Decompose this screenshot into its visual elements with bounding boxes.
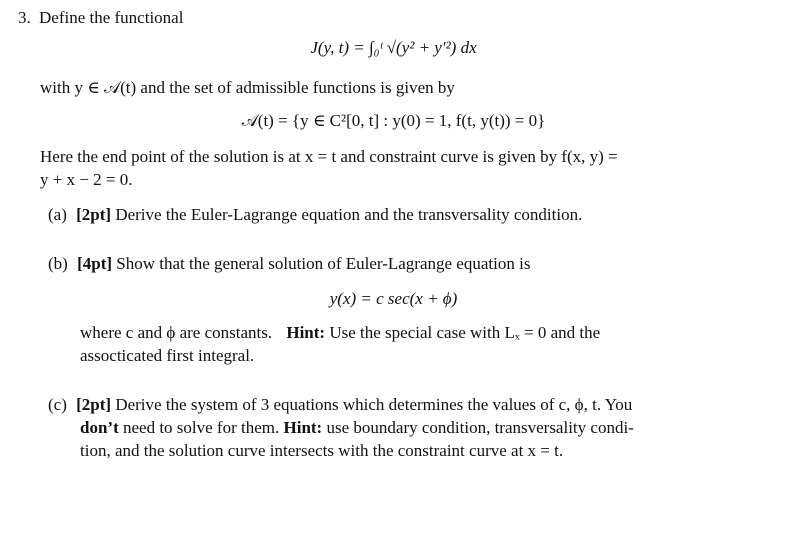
part-c-text: Derive the system of 3 equations which determines the values of c, ϕ, t. You <box>115 395 633 414</box>
part-c-points: [2pt] <box>76 395 112 414</box>
part-b-hint-line2-text: assocticated first integral. <box>80 346 255 365</box>
part-b-where-text: where c and ϕ are constants. <box>80 323 273 342</box>
part-b-text: Show that the general solution of Euler-Lagrange equation is <box>116 254 531 273</box>
part-b-points: [4pt] <box>77 254 113 273</box>
part-c-hint-text: use boundary condition, transversality condi- <box>326 418 634 437</box>
with-line-text: with y ∈ 𝒜(t) and the set of admissible functions is given by <box>40 78 455 97</box>
problem-intro: Define the functional <box>39 8 184 27</box>
part-c-line-2 <box>80 418 634 438</box>
part-b-solution-equation <box>0 289 787 309</box>
part-c-line2-rest: need to solve for them. <box>122 418 280 437</box>
part-a <box>48 205 582 225</box>
part-c <box>48 395 632 415</box>
admissible-set-equation <box>0 111 787 131</box>
endpoint-line-2 <box>40 170 133 190</box>
functional-eq-text: J(y, t) = ∫₀ᵗ √(y² + y′²) dx <box>310 38 477 57</box>
part-c-label: (c) <box>48 395 67 414</box>
problem-number: 3. <box>18 8 31 27</box>
functional-equation <box>0 38 787 58</box>
admissible-eq-text: 𝒜(t) = {y ∈ C²[0, t] : y(0) = 1, f(t, y(t)) = 0} <box>241 111 546 130</box>
part-b-hint-text: Use the special case with Lₓ = 0 and the <box>329 323 601 342</box>
endpoint-text-2: y + x − 2 = 0. <box>40 170 133 189</box>
part-a-text: Derive the Euler-Lagrange equation and the transversality condition. <box>115 205 583 224</box>
solution-eq-text: y(x) = c sec(x + ϕ) <box>329 289 458 308</box>
part-c-hint-label: Hint: <box>283 418 323 437</box>
part-c-line-3 <box>80 441 563 461</box>
part-b-label: (b) <box>48 254 68 273</box>
part-c-line3-text: tion, and the solution curve intersects with the constraint curve at x = t. <box>80 441 564 460</box>
part-a-label: (a) <box>48 205 67 224</box>
part-b <box>48 254 530 274</box>
endpoint-text-1: Here the end point of the solution is at x = t and constraint curve is given by f(x, y) = <box>40 147 618 166</box>
part-b-hint-line-2 <box>80 346 254 366</box>
endpoint-line-1 <box>40 147 618 167</box>
part-a-points: [2pt] <box>76 205 112 224</box>
part-b-hint-label: Hint: <box>286 323 326 342</box>
problem-header <box>18 8 183 28</box>
part-c-dont: don’t <box>80 418 119 437</box>
part-b-where-line <box>80 323 600 343</box>
admissible-intro <box>40 78 455 98</box>
